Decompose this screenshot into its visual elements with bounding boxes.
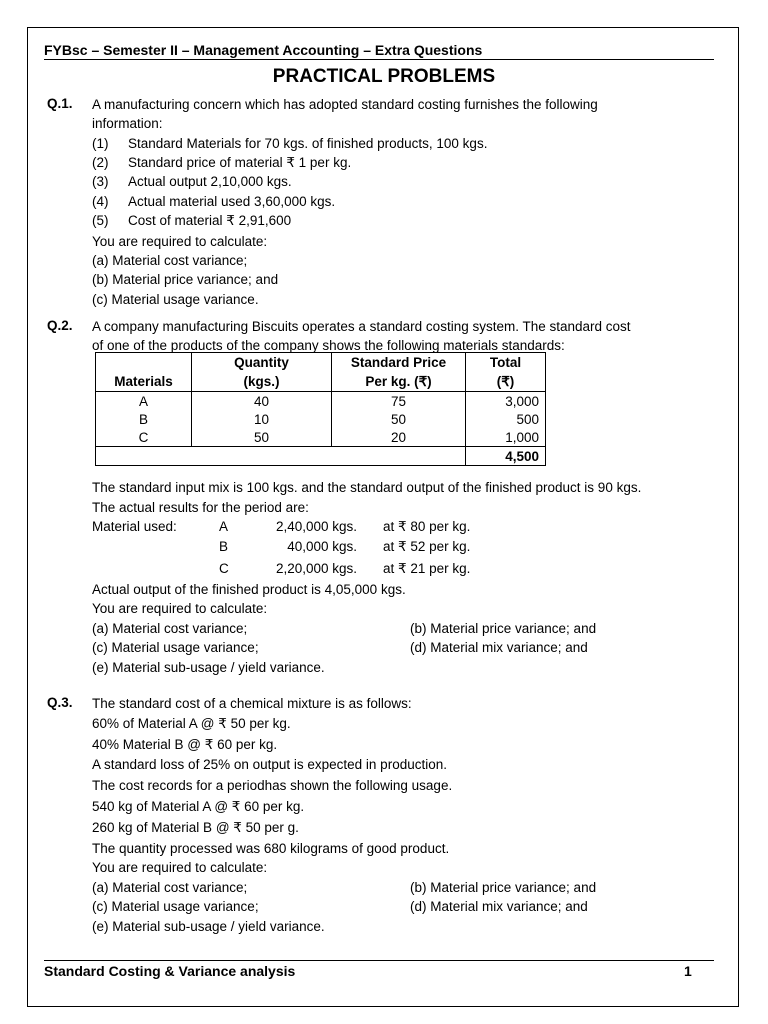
q1-required: You are required to calculate:	[92, 234, 268, 249]
q1-item-text: Actual material used 3,60,000 kgs.	[128, 194, 336, 209]
q1-part-c: (c) Material usage variance.	[92, 292, 259, 307]
q3-part-e: (e) Material sub-usage / yield variance.	[92, 919, 325, 934]
q1-item-num: (4)	[92, 194, 109, 209]
q3-part-b: (b) Material price variance; and	[410, 880, 597, 895]
used-price: at ₹ 52 per kg.	[383, 539, 471, 554]
header-cell: (kgs.)	[192, 372, 332, 392]
cell-quantity: 50	[192, 428, 332, 447]
used-material: C	[219, 561, 229, 576]
q2-part-d: (d) Material mix variance; and	[410, 640, 588, 655]
cell-total: 1,000	[466, 428, 546, 447]
q1-part-a: (a) Material cost variance;	[92, 253, 248, 268]
q1-item-num: (3)	[92, 174, 109, 189]
q2-intro-1: A company manufacturing Biscuits operates a standard costing system. The standard cost	[92, 319, 631, 334]
footer-rule	[44, 960, 714, 961]
q2-part-c: (c) Material usage variance;	[92, 640, 259, 655]
used-material: A	[219, 519, 229, 534]
running-footer: Standard Costing & Variance analysis	[44, 963, 296, 979]
q3-line: A standard loss of 25% on output is expected in production.	[92, 757, 447, 772]
q2-line-2: The actual results for the period are:	[92, 500, 309, 515]
cell-material: A	[96, 392, 192, 411]
cell-price: 50	[332, 410, 466, 428]
q1-part-b: (b) Material price variance; and	[92, 272, 279, 287]
cell-material: B	[96, 410, 192, 428]
q2-part-b: (b) Material price variance; and	[410, 621, 597, 636]
page-number: 1	[684, 963, 692, 979]
header-cell: Standard Price	[332, 353, 466, 373]
q2-required: You are required to calculate:	[92, 601, 268, 616]
q2-part-a: (a) Material cost variance;	[92, 621, 248, 636]
q1-item-text: Actual output 2,10,000 kgs.	[128, 174, 292, 189]
materials-standard-table	[95, 352, 546, 466]
q1-number: Q.1.	[47, 96, 73, 111]
q1-item-num: (1)	[92, 136, 109, 151]
used-price: at ₹ 21 per kg.	[383, 561, 471, 576]
q2-number: Q.2.	[47, 318, 73, 333]
q1-intro-2: information:	[92, 116, 163, 131]
q3-line: You are required to calculate:	[92, 860, 268, 875]
q1-item-num: (5)	[92, 213, 109, 228]
cell-price: 20	[332, 428, 466, 447]
used-price: at ₹ 80 per kg.	[383, 519, 471, 534]
q2-part-e: (e) Material sub-usage / yield variance.	[92, 660, 325, 675]
table-total-row	[96, 447, 546, 466]
q1-item-text: Standard price of material ₹ 1 per kg.	[128, 155, 352, 170]
total-spacer	[96, 447, 466, 466]
cell-total: 500	[466, 410, 546, 428]
table-row	[96, 392, 546, 411]
used-quantity: 2,20,000 kgs.	[275, 561, 357, 576]
q3-part-c: (c) Material usage variance;	[92, 899, 259, 914]
q1-item-text: Cost of material ₹ 2,91,600	[128, 213, 292, 228]
used-material: B	[219, 539, 229, 554]
header-cell: Per kg. (₹)	[332, 372, 466, 392]
cell-quantity: 10	[192, 410, 332, 428]
table-row	[96, 410, 546, 428]
q3-part-a: (a) Material cost variance;	[92, 880, 248, 895]
cell-quantity: 40	[192, 392, 332, 411]
q1-item-num: (2)	[92, 155, 109, 170]
material-used-label: Material used:	[92, 519, 177, 534]
cell-material: C	[96, 428, 192, 447]
table-header-row	[96, 353, 546, 373]
table-header-row	[96, 372, 546, 392]
used-quantity: 2,40,000 kgs.	[275, 519, 357, 534]
page-title: PRACTICAL PROBLEMS	[272, 66, 496, 87]
q2-output: Actual output of the finished product is 4,05,000 kgs.	[92, 582, 406, 597]
header-cell: Quantity	[192, 353, 332, 373]
q3-line: 60% of Material A @ ₹ 50 per kg.	[92, 716, 291, 731]
running-header: FYBsc – Semester II – Management Accounting – Extra Questions	[44, 42, 483, 58]
grand-total: 4,500	[466, 447, 546, 466]
q2-line-1: The standard input mix is 100 kgs. and the standard output of the finished product is 90 kgs.	[92, 480, 642, 495]
header-cell: Materials	[96, 372, 192, 392]
q3-part-d: (d) Material mix variance; and	[410, 899, 588, 914]
q3-line: The standard cost of a chemical mixture is as follows:	[92, 696, 412, 711]
q3-number: Q.3.	[47, 695, 73, 710]
q1-intro-1: A manufacturing concern which has adopted standard costing furnishes the following	[92, 97, 598, 112]
header-rule	[44, 59, 714, 60]
q3-line: 540 kg of Material A @ ₹ 60 per kg.	[92, 799, 305, 814]
q3-line: The cost records for a periodhas shown the following usage.	[92, 778, 453, 793]
cell-price: 75	[332, 392, 466, 411]
q3-line: 40% Material B @ ₹ 60 per kg.	[92, 737, 278, 752]
used-quantity: 40,000 kgs.	[287, 539, 357, 554]
q1-item-text: Standard Materials for 70 kgs. of finished products, 100 kgs.	[128, 136, 488, 151]
header-cell	[96, 353, 192, 373]
q2-intro-2: of one of the products of the company shows the following materials standards:	[92, 338, 565, 353]
table-row	[96, 428, 546, 447]
header-cell: (₹)	[466, 372, 546, 392]
header-cell: Total	[466, 353, 546, 373]
q3-line: The quantity processed was 680 kilograms of good product.	[92, 841, 450, 856]
q3-line: 260 kg of Material B @ ₹ 50 per g.	[92, 820, 299, 835]
cell-total: 3,000	[466, 392, 546, 411]
